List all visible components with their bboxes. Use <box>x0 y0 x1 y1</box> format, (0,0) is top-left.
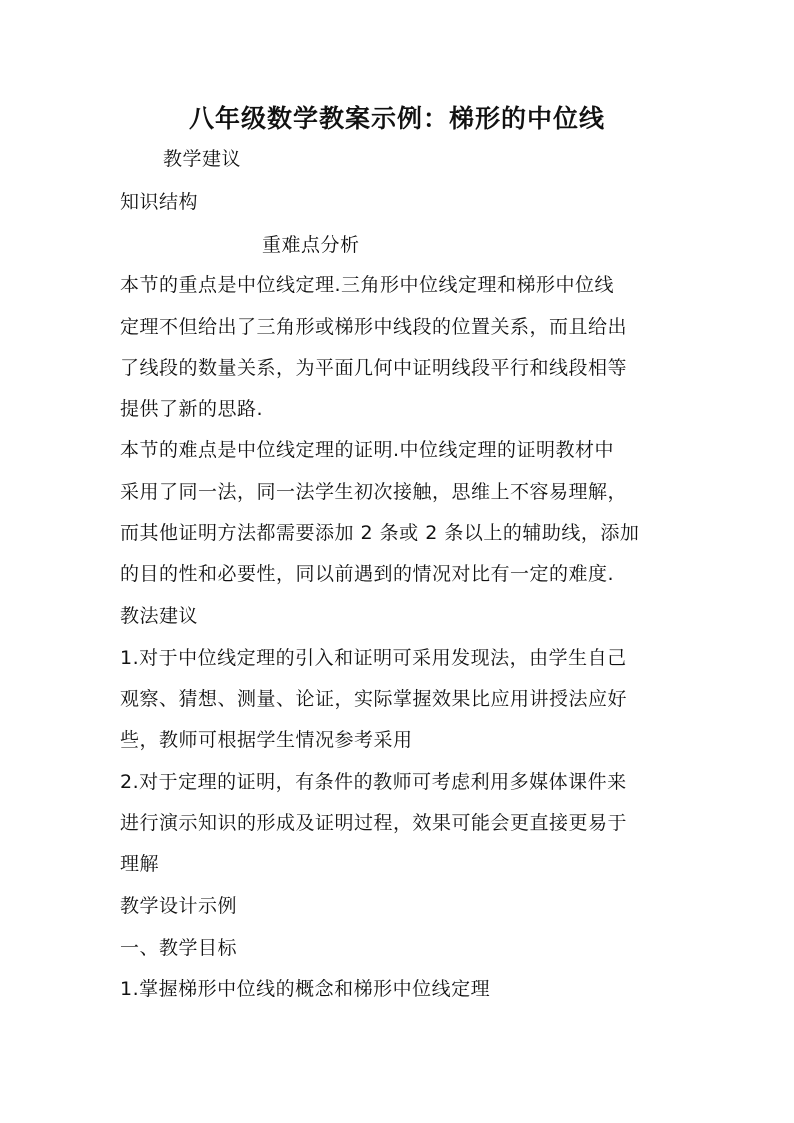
list-item-line: 1.掌握梯形中位线的概念和梯形中位线定理 <box>120 978 491 1000</box>
paragraph-line: 采用了同一法，同一法学生初次接触，思维上不容易理解， <box>120 481 628 503</box>
list-item-line: 些，教师可根据学生情况参考采用 <box>120 729 413 751</box>
paragraph-line: 而其他证明方法都需要添加 2 条或 2 条以上的辅助线，添加 <box>120 522 640 544</box>
heading-teaching-suggestions: 教学建议 <box>163 148 242 170</box>
list-item-line: 进行演示知识的形成及证明过程，效果可能会更直接更易于 <box>120 812 628 834</box>
heading-teaching-method-suggestions: 教法建议 <box>120 605 199 627</box>
list-item-line: 2.对于定理的证明，有条件的教师可考虑利用多媒体课件来 <box>120 771 627 793</box>
paragraph-line: 本节的难点是中位线定理的证明.中位线定理的证明教材中 <box>120 439 615 461</box>
heading-key-difficulty-analysis: 重难点分析 <box>262 234 360 256</box>
heading-teaching-objectives: 一、教学目标 <box>120 937 238 959</box>
document-title: 八年级数学教案示例：梯形的中位线 <box>188 104 605 133</box>
paragraph-line: 提供了新的思路. <box>120 398 264 420</box>
paragraph-line: 本节的重点是中位线定理.三角形中位线定理和梯形中位线 <box>120 274 615 296</box>
heading-teaching-design-example: 教学设计示例 <box>120 895 238 917</box>
heading-knowledge-structure: 知识结构 <box>120 191 199 213</box>
paragraph-line: 定理不但给出了三角形或梯形中线段的位置关系，而且给出 <box>120 316 628 338</box>
list-item-line: 观察、猜想、测量、论证，实际掌握效果比应用讲授法应好 <box>120 688 628 710</box>
paragraph-line: 了线段的数量关系，为平面几何中证明线段平行和线段相等 <box>120 357 628 379</box>
paragraph-line: 的目的性和必要性，同以前遇到的情况对比有一定的难度. <box>120 563 615 585</box>
list-item-line: 理解 <box>120 853 160 875</box>
list-item-line: 1.对于中位线定理的引入和证明可采用发现法，由学生自己 <box>120 647 627 669</box>
